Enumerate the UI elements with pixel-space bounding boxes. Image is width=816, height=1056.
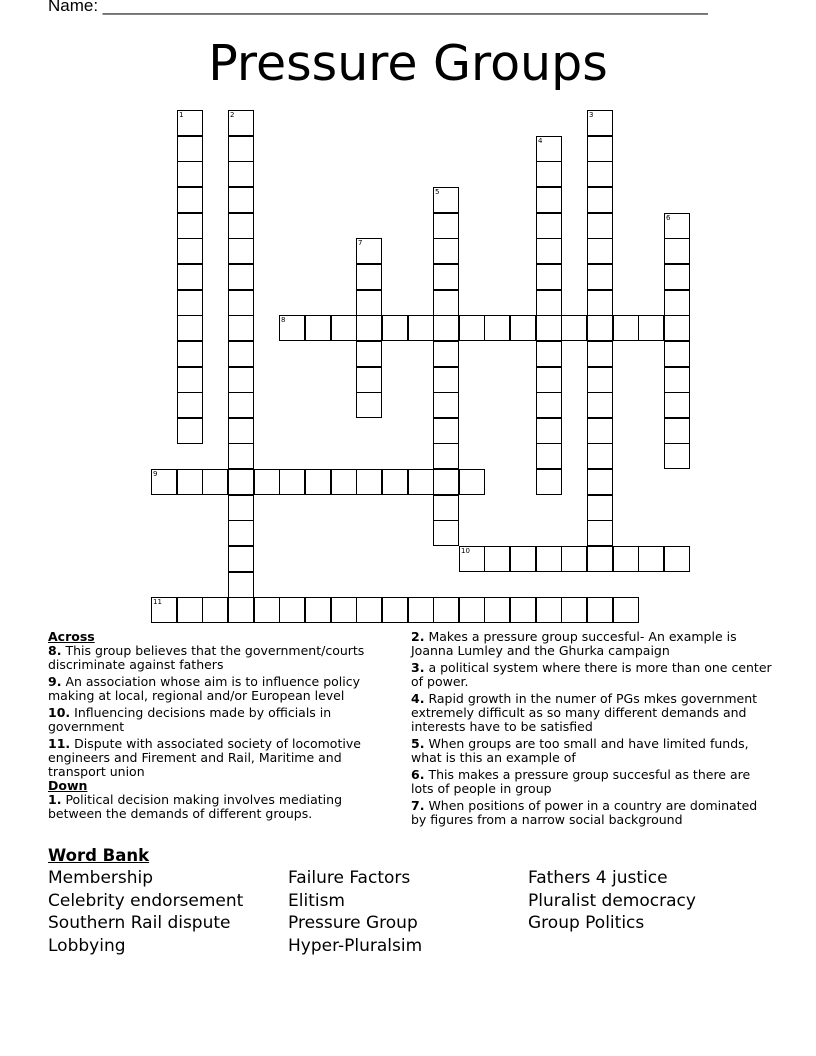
crossword-cell[interactable] [356,597,382,623]
crossword-cell[interactable] [356,341,382,367]
crossword-cell[interactable] [177,597,203,623]
crossword-cell[interactable] [408,597,434,623]
clue-across-10 [48,706,398,734]
clue-text: Political decision making involves mediating between the demands of different groups. [48,792,343,821]
clue-number: 4. [411,691,425,706]
cell-number: 10 [461,547,470,555]
crossword-cell[interactable] [587,367,613,393]
clue-down-6 [411,768,776,796]
cell-number: 6 [666,214,671,222]
crossword-cell[interactable] [433,392,459,418]
crossword-cell[interactable] [536,546,562,572]
word-bank-item: Hyper-Pluralsim [288,936,423,956]
crossword-cell[interactable] [433,469,459,495]
crossword-cell[interactable] [433,213,459,239]
clue-down-7 [411,799,776,827]
clue-text: Makes a pressure group succesful- An example is Joanna Lumley and the Ghurka campaign [411,629,737,658]
crossword-cell[interactable] [587,520,613,546]
clue-down-5 [411,737,776,765]
crossword-cell[interactable] [587,290,613,316]
crossword-cell[interactable] [228,546,254,572]
crossword-cell[interactable] [510,315,536,341]
clue-text: Dispute with associated society of locomotive engineers and Firement and Rail, Maritime and transport union [48,736,361,779]
crossword-cell[interactable] [356,238,382,264]
page-title: Pressure Groups [208,35,608,92]
crossword-cell[interactable] [228,315,254,341]
crossword-cell[interactable] [356,469,382,495]
crossword-cell[interactable] [228,469,254,495]
cell-number: 2 [230,111,235,119]
clue-across-8 [48,644,398,672]
crossword-cell[interactable] [177,367,203,393]
crossword-cell[interactable] [613,597,639,623]
crossword-cell[interactable] [228,341,254,367]
crossword-cell[interactable] [459,597,485,623]
crossword-cell[interactable] [587,213,613,239]
crossword-cell[interactable] [356,367,382,393]
crossword-cell[interactable] [408,469,434,495]
crossword-cell[interactable] [664,367,690,393]
crossword-cell[interactable] [664,392,690,418]
crossword-cell[interactable] [356,315,382,341]
crossword-cell[interactable] [664,418,690,444]
crossword-cell[interactable] [177,315,203,341]
crossword-cell[interactable] [536,290,562,316]
clue-text: This group believes that the government/courts discriminate against fathers [48,643,365,672]
crossword-cell[interactable] [305,315,331,341]
crossword-cell[interactable] [587,418,613,444]
crossword-cell[interactable] [536,315,562,341]
crossword-cell[interactable] [433,495,459,521]
crossword-cell[interactable] [433,238,459,264]
clues-left-column [48,630,398,824]
crossword-cell[interactable] [664,546,690,572]
clue-number: 10. [48,705,71,720]
crossword-cell[interactable] [433,187,459,213]
crossword-cell[interactable] [459,546,485,572]
word-bank-item: Pluralist democracy [528,891,696,911]
crossword-cell[interactable] [587,187,613,213]
word-bank-heading: Word Bank [48,846,150,865]
crossword-cell[interactable] [587,546,613,572]
word-bank-item: Elitism [288,891,345,911]
crossword-cell[interactable] [228,213,254,239]
crossword-cell[interactable] [177,418,203,444]
clue-across-11 [48,737,398,779]
crossword-cell[interactable] [228,367,254,393]
crossword-cell[interactable] [613,546,639,572]
crossword-cell[interactable] [587,392,613,418]
crossword-cell[interactable] [536,443,562,469]
crossword-cell[interactable] [536,341,562,367]
crossword-cell[interactable] [151,469,177,495]
crossword-cell[interactable] [587,136,613,162]
cell-number: 9 [153,470,158,478]
crossword-cell[interactable] [459,469,485,495]
clue-text: This makes a pressure group succesful as there are lots of people in group [411,767,751,796]
crossword-cell[interactable] [382,597,408,623]
crossword-cell[interactable] [536,136,562,162]
crossword-cell[interactable] [587,264,613,290]
crossword-cell[interactable] [228,290,254,316]
crossword-cell[interactable] [433,315,459,341]
crossword-cell[interactable] [228,392,254,418]
clue-text: When groups are too small and have limited funds, what is this an example of [411,736,749,765]
cell-number: 5 [435,188,440,196]
crossword-cell[interactable] [587,238,613,264]
crossword-cell[interactable] [587,315,613,341]
word-bank-item: Fathers 4 justice [528,868,668,888]
crossword-cell[interactable] [356,264,382,290]
crossword-cell[interactable] [177,469,203,495]
crossword-cell[interactable] [484,546,510,572]
clue-down-4 [411,692,776,734]
crossword-cell[interactable] [536,238,562,264]
crossword-cell[interactable] [664,264,690,290]
crossword-cell[interactable] [664,290,690,316]
crossword-cell[interactable] [177,341,203,367]
crossword-cell[interactable] [228,161,254,187]
crossword-cell[interactable] [561,315,587,341]
crossword-cell[interactable] [177,110,203,136]
crossword-cell[interactable] [433,290,459,316]
crossword-cell[interactable] [536,469,562,495]
crossword-cell[interactable] [433,443,459,469]
crossword-cell[interactable] [151,597,177,623]
crossword-cell[interactable] [279,469,305,495]
crossword-cell[interactable] [587,443,613,469]
clue-number: 8. [48,643,62,658]
crossword-cell[interactable] [305,597,331,623]
crossword-cell[interactable] [638,315,664,341]
crossword-cell[interactable] [177,264,203,290]
clue-text: a political system where there is more than one center of power. [411,660,772,689]
crossword-cell[interactable] [433,341,459,367]
clue-text: Rapid growth in the numer of PGs mkes government extremely difficult as so many different demands and interests have to be satisfied [411,691,758,734]
crossword-cell[interactable] [228,520,254,546]
crossword-cell[interactable] [536,367,562,393]
word-bank-item: Pressure Group [288,913,418,933]
crossword-cell[interactable] [536,161,562,187]
crossword-cell[interactable] [536,418,562,444]
crossword-cell[interactable] [228,495,254,521]
clue-across-9 [48,675,398,703]
crossword-cell[interactable] [177,290,203,316]
crossword-cell[interactable] [587,341,613,367]
clue-number: 11. [48,736,71,751]
cell-number: 3 [589,111,594,119]
clue-down-3 [411,661,776,689]
crossword-cell[interactable] [433,520,459,546]
crossword-cell[interactable] [177,392,203,418]
crossword-cell[interactable] [459,315,485,341]
word-bank-item: Celebrity endorsement [48,891,244,911]
crossword-cell[interactable] [228,443,254,469]
cell-number: 8 [281,316,286,324]
crossword-cell[interactable] [433,418,459,444]
crossword-cell[interactable] [356,290,382,316]
crossword-cell[interactable] [177,187,203,213]
word-bank-item: Failure Factors [288,868,411,888]
crossword-cell[interactable] [202,597,228,623]
crossword-cell[interactable] [382,469,408,495]
crossword-cell[interactable] [664,341,690,367]
crossword-cell[interactable] [356,392,382,418]
crossword-cell[interactable] [177,161,203,187]
clue-number: 7. [411,798,425,813]
crossword-cell[interactable] [664,443,690,469]
clue-text: Influencing decisions made by officials in government [48,705,332,734]
crossword-cell[interactable] [228,264,254,290]
crossword-cell[interactable] [228,597,254,623]
crossword-cell[interactable] [587,161,613,187]
crossword-cell[interactable] [228,136,254,162]
clue-text: An association whose aim is to influence policy making at local, regional and/or European level [48,674,361,703]
cell-number: 1 [179,111,184,119]
crossword-cell[interactable] [638,546,664,572]
crossword-cell[interactable] [228,572,254,598]
crossword-cell[interactable] [510,597,536,623]
crossword-cell[interactable] [587,469,613,495]
crossword-cell[interactable] [433,264,459,290]
crossword-cell[interactable] [664,315,690,341]
crossword-cell[interactable] [202,469,228,495]
crossword-cell[interactable] [254,469,280,495]
across-heading: Across [48,629,95,644]
crossword-cell[interactable] [228,187,254,213]
clue-down-2 [411,630,776,658]
clue-number: 3. [411,660,425,675]
crossword-cell[interactable] [331,469,357,495]
crossword-cell[interactable] [382,315,408,341]
crossword-cell[interactable] [254,597,280,623]
crossword-cell[interactable] [561,597,587,623]
cell-number: 7 [358,239,363,247]
cell-number: 11 [153,598,162,606]
crossword-cell[interactable] [587,597,613,623]
crossword-cell[interactable] [305,469,331,495]
crossword-cell[interactable] [587,110,613,136]
word-bank-item: Group Politics [528,913,645,933]
clue-number: 1. [48,792,62,807]
clues-right-column [411,630,776,830]
crossword-cell[interactable] [536,213,562,239]
clue-down-1 [48,793,398,821]
crossword-cell[interactable] [228,110,254,136]
clue-number: 9. [48,674,62,689]
cell-number: 4 [538,137,543,145]
crossword-cell[interactable] [279,315,305,341]
word-bank-item: Membership [48,868,154,888]
crossword-cell[interactable] [177,213,203,239]
crossword-cell[interactable] [279,597,305,623]
crossword-cell[interactable] [228,418,254,444]
crossword-cell[interactable] [331,597,357,623]
word-bank-item: Southern Rail dispute [48,913,231,933]
clue-number: 5. [411,736,425,751]
crossword-cell[interactable] [433,367,459,393]
word-bank-item: Lobbying [48,936,126,956]
crossword-cell[interactable] [561,546,587,572]
crossword-cell[interactable] [664,238,690,264]
down-heading: Down [48,778,88,793]
crossword-cell[interactable] [408,315,434,341]
crossword-cell[interactable] [536,392,562,418]
crossword-cell[interactable] [587,495,613,521]
crossword-cell[interactable] [536,597,562,623]
crossword-cell[interactable] [484,597,510,623]
crossword-cell[interactable] [613,315,639,341]
clue-number: 6. [411,767,425,782]
name-field[interactable]: Name: ________________________________________________________________ [48,0,708,15]
crossword-cell[interactable] [664,213,690,239]
crossword-cell[interactable] [228,238,254,264]
crossword-cell[interactable] [177,136,203,162]
crossword-cell[interactable] [536,264,562,290]
crossword-cell[interactable] [536,187,562,213]
clue-text: When positions of power in a country are dominated by figures from a narrow social background [411,798,758,827]
crossword-cell[interactable] [433,597,459,623]
crossword-cell[interactable] [331,315,357,341]
crossword-cell[interactable] [177,238,203,264]
clue-number: 2. [411,629,425,644]
crossword-cell[interactable] [484,315,510,341]
crossword-cell[interactable] [510,546,536,572]
